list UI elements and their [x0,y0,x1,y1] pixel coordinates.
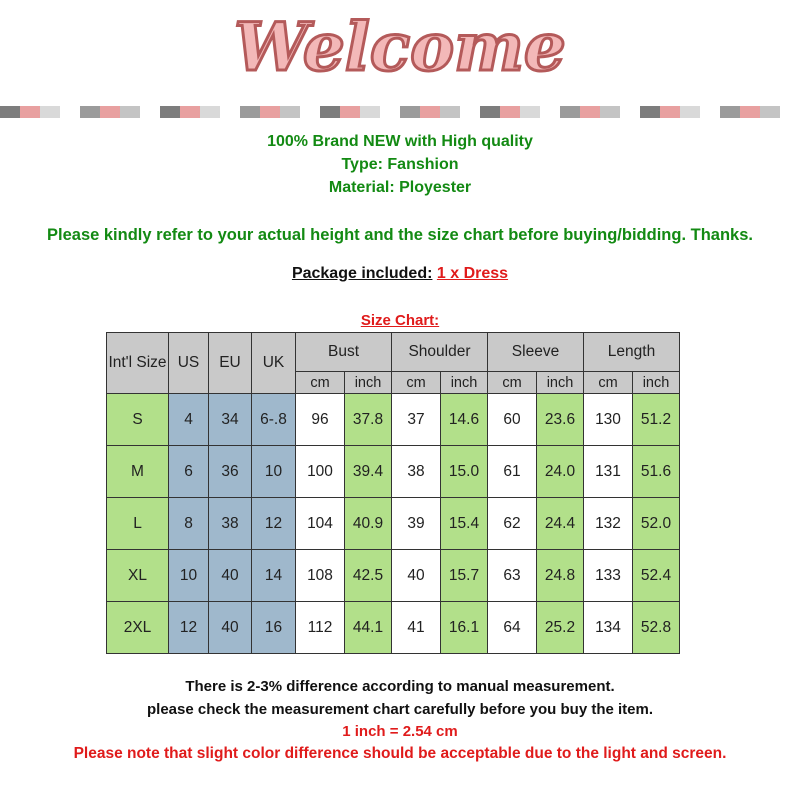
divider-segment [760,106,780,118]
divider-segment [540,106,560,118]
cell-intl-size: L [107,498,169,550]
cell-shoulder-inch: 15.7 [441,550,488,602]
divider-segment [20,106,40,118]
cell-sleeve-cm: 64 [488,602,537,654]
divider-segment [480,106,500,118]
cell-sleeve-cm: 61 [488,446,537,498]
note-difference: There is 2-3% difference according to manual measurement. [185,678,615,695]
divider-segment [140,106,160,118]
cell-bust-inch: 37.8 [345,394,392,446]
cell-shoulder-cm: 40 [392,550,441,602]
table-row [107,602,680,654]
cell-length-inch: 52.0 [633,498,680,550]
divider-segment [520,106,540,118]
divider-segment [160,106,180,118]
cell-length-cm: 133 [584,550,633,602]
cell-intl-size: M [107,446,169,498]
divider-segment [780,106,800,118]
divider-segment [40,106,60,118]
cell-uk: 12 [252,498,296,550]
cell-us: 4 [169,394,209,446]
divider-segment [80,106,100,118]
cell-us: 6 [169,446,209,498]
divider-segment [380,106,400,118]
cell-length-cm: 131 [584,446,633,498]
header-us: US [169,333,209,394]
size-advice: Please kindly refer to your actual height and the size chart before buying/bidding. Thanks. [47,226,753,244]
cell-eu: 40 [209,602,252,654]
cell-uk: 10 [252,446,296,498]
divider-segment [680,106,700,118]
size-chart-table [106,332,680,654]
divider-segment [580,106,600,118]
cell-bust-cm: 108 [296,550,345,602]
cell-us: 8 [169,498,209,550]
note-check-chart: please check the measurement chart carefully before you buy the item. [146,701,653,718]
unit-inch: inch [441,372,488,394]
divider-segment [560,106,580,118]
cell-shoulder-inch: 16.1 [441,602,488,654]
table-row [107,498,680,550]
package-value: 1 x Dress [436,265,509,282]
cell-us: 10 [169,550,209,602]
intro-line-material: Material: Ployester [328,179,472,196]
cell-shoulder-cm: 39 [392,498,441,550]
divider-segment [0,106,20,118]
cell-bust-inch: 42.5 [345,550,392,602]
package-label: Package included: [291,265,433,282]
divider-segment [340,106,360,118]
cell-intl-size: 2XL [107,602,169,654]
cell-sleeve-inch: 25.2 [537,602,584,654]
cell-intl-size: XL [107,550,169,602]
cell-sleeve-inch: 23.6 [537,394,584,446]
cell-shoulder-cm: 38 [392,446,441,498]
cell-bust-cm: 112 [296,602,345,654]
note-color-difference: Please note that slight color difference should be acceptable due to the light and screen. [73,745,727,762]
cell-shoulder-cm: 41 [392,602,441,654]
cell-length-inch: 51.6 [633,446,680,498]
header-bust: Bust [296,333,392,372]
divider-segment [640,106,660,118]
cell-bust-inch: 40.9 [345,498,392,550]
cell-length-inch: 51.2 [633,394,680,446]
cell-sleeve-cm: 62 [488,498,537,550]
divider-segment [200,106,220,118]
divider-segment [260,106,280,118]
cell-shoulder-inch: 15.0 [441,446,488,498]
cell-sleeve-cm: 60 [488,394,537,446]
divider-segment [420,106,440,118]
header-shoulder: Shoulder [392,333,488,372]
package-included [0,265,800,283]
cell-shoulder-cm: 37 [392,394,441,446]
divider-segment [60,106,80,118]
divider-segment [180,106,200,118]
header-length: Length [584,333,680,372]
header-uk: UK [252,333,296,394]
cell-bust-cm: 100 [296,446,345,498]
divider-segment [600,106,620,118]
divider-segment [360,106,380,118]
cell-sleeve-inch: 24.8 [537,550,584,602]
cell-us: 12 [169,602,209,654]
cell-uk: 14 [252,550,296,602]
divider-segment [100,106,120,118]
divider-segment [620,106,640,118]
unit-inch: inch [345,372,392,394]
welcome-logo [0,0,800,96]
table-row [107,446,680,498]
decorative-divider [0,106,800,118]
unit-cm: cm [392,372,441,394]
unit-inch: inch [537,372,584,394]
welcome-logo-text: Welcome [234,8,566,86]
size-chart-title: Size Chart: [360,312,440,329]
unit-cm: cm [296,372,345,394]
cell-uk: 6-.8 [252,394,296,446]
cell-length-cm: 134 [584,602,633,654]
header-sleeve: Sleeve [488,333,584,372]
cell-eu: 38 [209,498,252,550]
table-row [107,550,680,602]
cell-length-cm: 132 [584,498,633,550]
header-eu: EU [209,333,252,394]
cell-length-cm: 130 [584,394,633,446]
cell-uk: 16 [252,602,296,654]
cell-sleeve-inch: 24.0 [537,446,584,498]
cell-bust-cm: 104 [296,498,345,550]
cell-length-inch: 52.4 [633,550,680,602]
divider-segment [220,106,240,118]
divider-segment [280,106,300,118]
divider-segment [240,106,260,118]
unit-cm: cm [584,372,633,394]
divider-segment [400,106,420,118]
divider-segment [120,106,140,118]
cell-bust-inch: 44.1 [345,602,392,654]
header-intl-size: Int'l Size [107,333,169,394]
divider-segment [700,106,720,118]
cell-eu: 40 [209,550,252,602]
table-row [107,394,680,446]
divider-segment [740,106,760,118]
cell-intl-size: S [107,394,169,446]
cell-bust-cm: 96 [296,394,345,446]
cell-length-inch: 52.8 [633,602,680,654]
intro-line-quality: 100% Brand NEW with High quality [267,133,533,150]
cell-sleeve-cm: 63 [488,550,537,602]
cell-eu: 36 [209,446,252,498]
divider-segment [460,106,480,118]
divider-segment [660,106,680,118]
divider-segment [300,106,320,118]
unit-inch: inch [633,372,680,394]
cell-eu: 34 [209,394,252,446]
cell-sleeve-inch: 24.4 [537,498,584,550]
note-inch-conversion: 1 inch = 2.54 cm [342,723,458,740]
cell-shoulder-inch: 14.6 [441,394,488,446]
cell-shoulder-inch: 15.4 [441,498,488,550]
unit-cm: cm [488,372,537,394]
divider-segment [440,106,460,118]
cell-bust-inch: 39.4 [345,446,392,498]
intro-line-type: Type: Fanshion [341,156,459,173]
divider-segment [320,106,340,118]
table-header-row [107,333,680,372]
divider-segment [720,106,740,118]
divider-segment [500,106,520,118]
